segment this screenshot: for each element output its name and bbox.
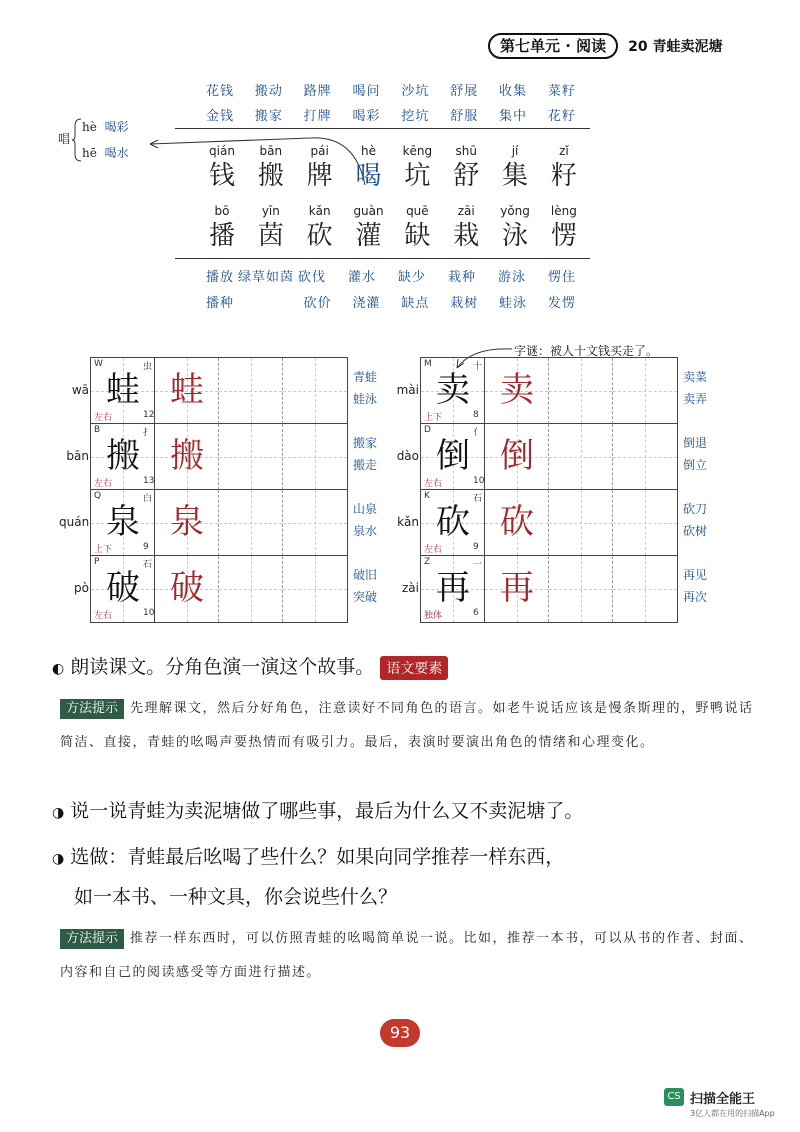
char-cell bbox=[345, 202, 393, 252]
tip-1 bbox=[60, 692, 760, 760]
hanzi: 搬 bbox=[257, 161, 284, 191]
word: 收集 bbox=[499, 84, 528, 99]
pinyin: zāi bbox=[457, 204, 475, 218]
word: 喝彩 bbox=[352, 109, 381, 124]
word: 愣住 bbox=[547, 270, 576, 285]
word: 发愣 bbox=[547, 296, 576, 311]
pinyin: bō bbox=[214, 204, 230, 218]
index-letter: M bbox=[424, 359, 432, 369]
trace-char: 破 bbox=[170, 568, 204, 608]
reading-pinyin: hè bbox=[82, 120, 97, 134]
pinyin: hè bbox=[361, 144, 377, 158]
char-cell bbox=[345, 142, 393, 192]
hanzi: 播 bbox=[208, 221, 235, 251]
reading-word: 喝彩 bbox=[104, 120, 129, 134]
reading-pinyin: hē bbox=[82, 146, 97, 160]
pinyin: kǎn bbox=[308, 204, 331, 218]
hanzi: 泳 bbox=[502, 221, 529, 251]
structure: 左右 bbox=[424, 479, 443, 489]
unit-title: 第七单元 · 阅读 bbox=[488, 33, 618, 59]
word: 挖坑 bbox=[401, 109, 430, 124]
structure: 左右 bbox=[94, 413, 113, 423]
lesson-title: 20 青蛙卖泥塘 bbox=[628, 39, 723, 55]
guide-line bbox=[645, 424, 646, 489]
practice-cell bbox=[549, 358, 613, 424]
radical: 扌 bbox=[143, 428, 153, 438]
hanzi: 砍 bbox=[306, 221, 333, 251]
writing-row bbox=[59, 490, 378, 556]
side-pinyin: zài bbox=[402, 581, 419, 595]
word: 缺少 bbox=[397, 270, 426, 285]
char-cell bbox=[198, 142, 246, 192]
char-row-2 bbox=[198, 202, 588, 252]
word: 绿草如茵 bbox=[238, 270, 295, 285]
pinyin: bān bbox=[259, 144, 283, 158]
practice-cell bbox=[219, 490, 283, 556]
practice-cell bbox=[549, 490, 613, 556]
reading-1 bbox=[82, 118, 129, 135]
trace-char: 再 bbox=[500, 568, 534, 608]
pinyin: yīn bbox=[261, 204, 280, 218]
example-word: 蛙泳 bbox=[353, 392, 378, 406]
exercise-3-text-line1: 选做：青蛙最后吆喝了些什么？如果向同学推荐一样东西， bbox=[70, 846, 565, 868]
hanzi: 茵 bbox=[257, 221, 284, 251]
example-word: 砍树 bbox=[683, 524, 708, 538]
example-word: 泉水 bbox=[353, 524, 378, 538]
exercise-3-line2 bbox=[74, 882, 397, 909]
guide-line bbox=[645, 358, 646, 423]
brand-subtitle: 3亿人都在用的扫描App bbox=[690, 1109, 775, 1118]
hanzi: 集 bbox=[502, 161, 529, 191]
pinyin: yǒng bbox=[500, 204, 530, 218]
practice-cell bbox=[283, 424, 347, 490]
practice-cell bbox=[613, 490, 677, 556]
tip-2-text: 推荐一样东西时，可以仿照青蛙的吆喝简单说一说。比如，推荐一本书，可以从书的作者、封面、内容和自己的阅读感受等方面进行描述。 bbox=[60, 931, 754, 980]
stroke-count: 10 bbox=[143, 608, 155, 618]
stroke-count: 10 bbox=[473, 476, 485, 486]
example-word: 倒退 bbox=[683, 436, 708, 450]
tip-1-text: 先理解课文，然后分好角色，注意读好不同角色的语言。如老牛说话应该是慢条斯理的，野鸭说话简洁、直接，青蛙的吆喝声要热情而有吸引力。最后，表演时要演出角色的情绪和心理变化。 bbox=[60, 701, 754, 750]
word: 花钱 bbox=[205, 84, 234, 99]
word-row-bottom-1 bbox=[196, 266, 586, 285]
stroke-count: 13 bbox=[143, 476, 155, 486]
example-word: 突破 bbox=[353, 590, 378, 604]
char-cell bbox=[393, 202, 441, 252]
word: 打牌 bbox=[303, 109, 332, 124]
word: 砍价 bbox=[303, 296, 332, 311]
writing-table-left bbox=[59, 357, 378, 623]
reading-word: 喝水 bbox=[104, 146, 129, 160]
practice-cell bbox=[219, 424, 283, 490]
pinyin: zǐ bbox=[559, 144, 569, 158]
circle-bullet-icon: ◑ bbox=[52, 851, 65, 867]
char-cell bbox=[247, 142, 295, 192]
word: 舒展 bbox=[450, 84, 479, 99]
pinyin: jí bbox=[511, 144, 519, 158]
radical: 白 bbox=[143, 494, 153, 504]
example-word: 搬家 bbox=[353, 436, 378, 450]
guide-line bbox=[581, 490, 582, 555]
structure: 上下 bbox=[94, 545, 113, 555]
hanzi: 喝 bbox=[355, 161, 382, 191]
radical: 十 bbox=[473, 362, 483, 372]
pinyin: guàn bbox=[353, 204, 384, 218]
char-cell bbox=[540, 142, 588, 192]
brand-name: 扫描全能王 bbox=[690, 1092, 756, 1107]
side-pinyin: pò bbox=[74, 581, 89, 595]
word: 蛙泳 bbox=[499, 296, 528, 311]
example-word: 卖菜 bbox=[683, 370, 708, 384]
tip-label: 方法提示 bbox=[60, 929, 124, 949]
hanzi: 牌 bbox=[306, 161, 333, 191]
practice-cell bbox=[549, 424, 613, 490]
hanzi: 舒 bbox=[453, 161, 480, 191]
example-word: 卖弄 bbox=[683, 392, 708, 406]
char-cell bbox=[442, 142, 490, 192]
cs-logo-icon: CS bbox=[664, 1088, 684, 1106]
pinyin: pái bbox=[310, 144, 329, 158]
example-word: 再次 bbox=[683, 590, 708, 604]
hanzi: 灌 bbox=[355, 221, 382, 251]
brace-icon bbox=[72, 118, 82, 162]
writing-table-right bbox=[396, 357, 708, 623]
structure: 左右 bbox=[94, 611, 113, 621]
word: 播放 bbox=[205, 270, 234, 285]
trace-char: 泉 bbox=[170, 502, 204, 542]
word: 栽树 bbox=[450, 296, 479, 311]
hanzi: 栽 bbox=[453, 221, 480, 251]
guide-line bbox=[581, 358, 582, 423]
word: 搬动 bbox=[254, 84, 283, 99]
example-words bbox=[353, 498, 377, 542]
practice-cell bbox=[283, 490, 347, 556]
reading-2 bbox=[82, 144, 129, 161]
guide-line bbox=[251, 424, 252, 489]
writing-row bbox=[74, 556, 378, 622]
guide-line bbox=[315, 358, 316, 423]
practice-cell bbox=[283, 358, 347, 424]
side-pinyin: wā bbox=[71, 383, 89, 397]
writing-row bbox=[396, 358, 708, 424]
side-pinyin: kǎn bbox=[397, 515, 419, 529]
writing-row bbox=[402, 556, 708, 622]
practice-cell bbox=[283, 556, 347, 622]
model-char: 搬 bbox=[106, 436, 140, 476]
pinyin: lèng bbox=[550, 204, 577, 218]
model-char: 卖 bbox=[436, 370, 470, 410]
char-cell bbox=[198, 202, 246, 252]
char-cell bbox=[296, 142, 344, 192]
trace-char: 蛙 bbox=[170, 370, 204, 410]
word-row-top-2 bbox=[196, 105, 586, 124]
char-cell bbox=[491, 202, 539, 252]
practice-cell bbox=[613, 358, 677, 424]
example-word: 砍刀 bbox=[683, 502, 708, 516]
structure: 左右 bbox=[424, 545, 443, 555]
radical: 一 bbox=[473, 560, 483, 570]
exercise-2-text: 说一说青蛙为卖泥塘做了哪些事，最后为什么又不卖泥塘了。 bbox=[70, 800, 584, 822]
pinyin: quē bbox=[406, 204, 429, 218]
word: 缺点 bbox=[401, 296, 430, 311]
model-char: 破 bbox=[106, 568, 140, 608]
stroke-count: 9 bbox=[473, 542, 479, 552]
index-letter: B bbox=[94, 425, 101, 435]
word: 花籽 bbox=[547, 109, 576, 124]
char-cell bbox=[442, 202, 490, 252]
word: 栽种 bbox=[447, 270, 476, 285]
pinyin: qián bbox=[209, 144, 235, 158]
exercise-1 bbox=[52, 652, 448, 680]
char-row-1 bbox=[198, 142, 588, 192]
example-words bbox=[683, 432, 707, 476]
word: 砍伐 bbox=[297, 270, 326, 285]
circle-bullet-icon: ◐ bbox=[52, 661, 65, 677]
writing-row bbox=[397, 490, 708, 556]
word: 播种 bbox=[205, 296, 234, 311]
tip-label: 方法提示 bbox=[60, 699, 124, 719]
word: 灌水 bbox=[347, 270, 376, 285]
example-words bbox=[683, 498, 707, 542]
word-row-bottom-2 bbox=[196, 292, 586, 311]
index-letter: P bbox=[94, 557, 100, 567]
hanzi: 籽 bbox=[550, 161, 577, 191]
guide-line bbox=[645, 556, 646, 622]
example-words bbox=[683, 564, 707, 608]
exercise-2 bbox=[52, 796, 583, 823]
example-words bbox=[353, 366, 377, 410]
guide-line bbox=[581, 424, 582, 489]
writing-row bbox=[66, 424, 378, 490]
char-cell bbox=[540, 202, 588, 252]
index-letter: Z bbox=[424, 557, 431, 567]
side-pinyin: dào bbox=[396, 449, 419, 463]
model-char: 泉 bbox=[106, 502, 140, 542]
index-letter: D bbox=[424, 425, 431, 435]
example-word: 再见 bbox=[683, 568, 708, 582]
guide-line bbox=[315, 490, 316, 555]
hanzi: 愣 bbox=[550, 221, 577, 251]
word-row-top-1 bbox=[196, 80, 586, 99]
pinyin: kēng bbox=[402, 144, 433, 158]
char-cell bbox=[247, 202, 295, 252]
structure: 独体 bbox=[424, 611, 443, 621]
model-char: 蛙 bbox=[106, 370, 140, 410]
trace-char: 搬 bbox=[170, 436, 204, 476]
example-word: 青蛙 bbox=[353, 370, 378, 384]
guide-line bbox=[251, 490, 252, 555]
radical: 石 bbox=[473, 494, 483, 504]
trace-char: 倒 bbox=[500, 436, 534, 476]
guide-line bbox=[251, 358, 252, 423]
writing-row bbox=[71, 358, 378, 424]
example-words bbox=[353, 564, 377, 608]
word bbox=[245, 292, 293, 311]
model-char: 砍 bbox=[436, 502, 470, 542]
practice-cell bbox=[613, 556, 677, 622]
guide-line bbox=[645, 490, 646, 555]
model-char: 再 bbox=[436, 568, 470, 608]
word: 舒服 bbox=[450, 109, 479, 124]
divider bbox=[175, 258, 590, 259]
stroke-count: 12 bbox=[143, 410, 155, 420]
guide-line bbox=[581, 556, 582, 622]
word: 沙坑 bbox=[401, 84, 430, 99]
riddle: 字谜：被人十文钱买走了。 bbox=[514, 344, 659, 358]
hanzi: 坑 bbox=[404, 161, 431, 191]
exercise-1-text: 朗读课文。分角色演一演这个故事。 bbox=[70, 656, 375, 678]
structure: 左右 bbox=[94, 479, 113, 489]
word: 金钱 bbox=[205, 109, 234, 124]
char-cell bbox=[491, 142, 539, 192]
language-element-badge: 语文要素 bbox=[380, 656, 448, 680]
page-number: 93 bbox=[380, 1019, 420, 1047]
practice-cell bbox=[549, 556, 613, 622]
tip-2 bbox=[60, 922, 760, 990]
example-word: 搬走 bbox=[353, 458, 378, 472]
exercise-3-text-line2: 如一本书、一种文具，你会说些什么？ bbox=[74, 886, 398, 908]
model-char: 倒 bbox=[436, 436, 470, 476]
word: 集中 bbox=[499, 109, 528, 124]
word: 浇灌 bbox=[352, 296, 381, 311]
example-word: 山泉 bbox=[353, 502, 378, 516]
word: 喝问 bbox=[352, 84, 381, 99]
index-letter: K bbox=[424, 491, 430, 501]
practice-cell bbox=[219, 556, 283, 622]
trace-char: 砍 bbox=[500, 502, 534, 542]
side-pinyin: quán bbox=[59, 515, 90, 529]
practice-cell bbox=[613, 424, 677, 490]
polyphone-char: 唱 bbox=[58, 132, 71, 146]
example-word: 破旧 bbox=[353, 568, 378, 582]
divider bbox=[175, 128, 590, 129]
stroke-count: 6 bbox=[473, 608, 479, 618]
char-cell bbox=[296, 202, 344, 252]
char-cell bbox=[393, 142, 441, 192]
radical: 石 bbox=[143, 560, 153, 570]
stroke-count: 8 bbox=[473, 410, 479, 420]
guide-line bbox=[315, 424, 316, 489]
example-words bbox=[683, 366, 707, 410]
word: 路牌 bbox=[303, 84, 332, 99]
example-word: 倒立 bbox=[683, 458, 708, 472]
trace-char: 卖 bbox=[500, 370, 534, 410]
example-words bbox=[353, 432, 377, 476]
guide-line bbox=[251, 556, 252, 622]
hanzi: 钱 bbox=[208, 161, 235, 191]
pinyin: shū bbox=[455, 144, 477, 158]
structure: 上下 bbox=[424, 413, 443, 423]
exercise-3 bbox=[52, 842, 564, 869]
circle-bullet-icon: ◑ bbox=[52, 805, 65, 821]
header bbox=[488, 34, 723, 58]
word: 搬家 bbox=[254, 109, 283, 124]
word: 游泳 bbox=[497, 270, 526, 285]
stroke-count: 9 bbox=[143, 542, 149, 552]
word: 菜籽 bbox=[547, 84, 576, 99]
index-letter: Q bbox=[94, 491, 102, 501]
radical: 亻 bbox=[473, 428, 483, 438]
side-pinyin: bān bbox=[66, 449, 89, 463]
side-pinyin: mài bbox=[396, 383, 419, 397]
index-letter: W bbox=[94, 359, 103, 369]
writing-row bbox=[396, 424, 708, 490]
practice-cell bbox=[219, 358, 283, 424]
hanzi: 缺 bbox=[404, 221, 431, 251]
guide-line bbox=[315, 556, 316, 622]
radical: 虫 bbox=[143, 362, 153, 372]
